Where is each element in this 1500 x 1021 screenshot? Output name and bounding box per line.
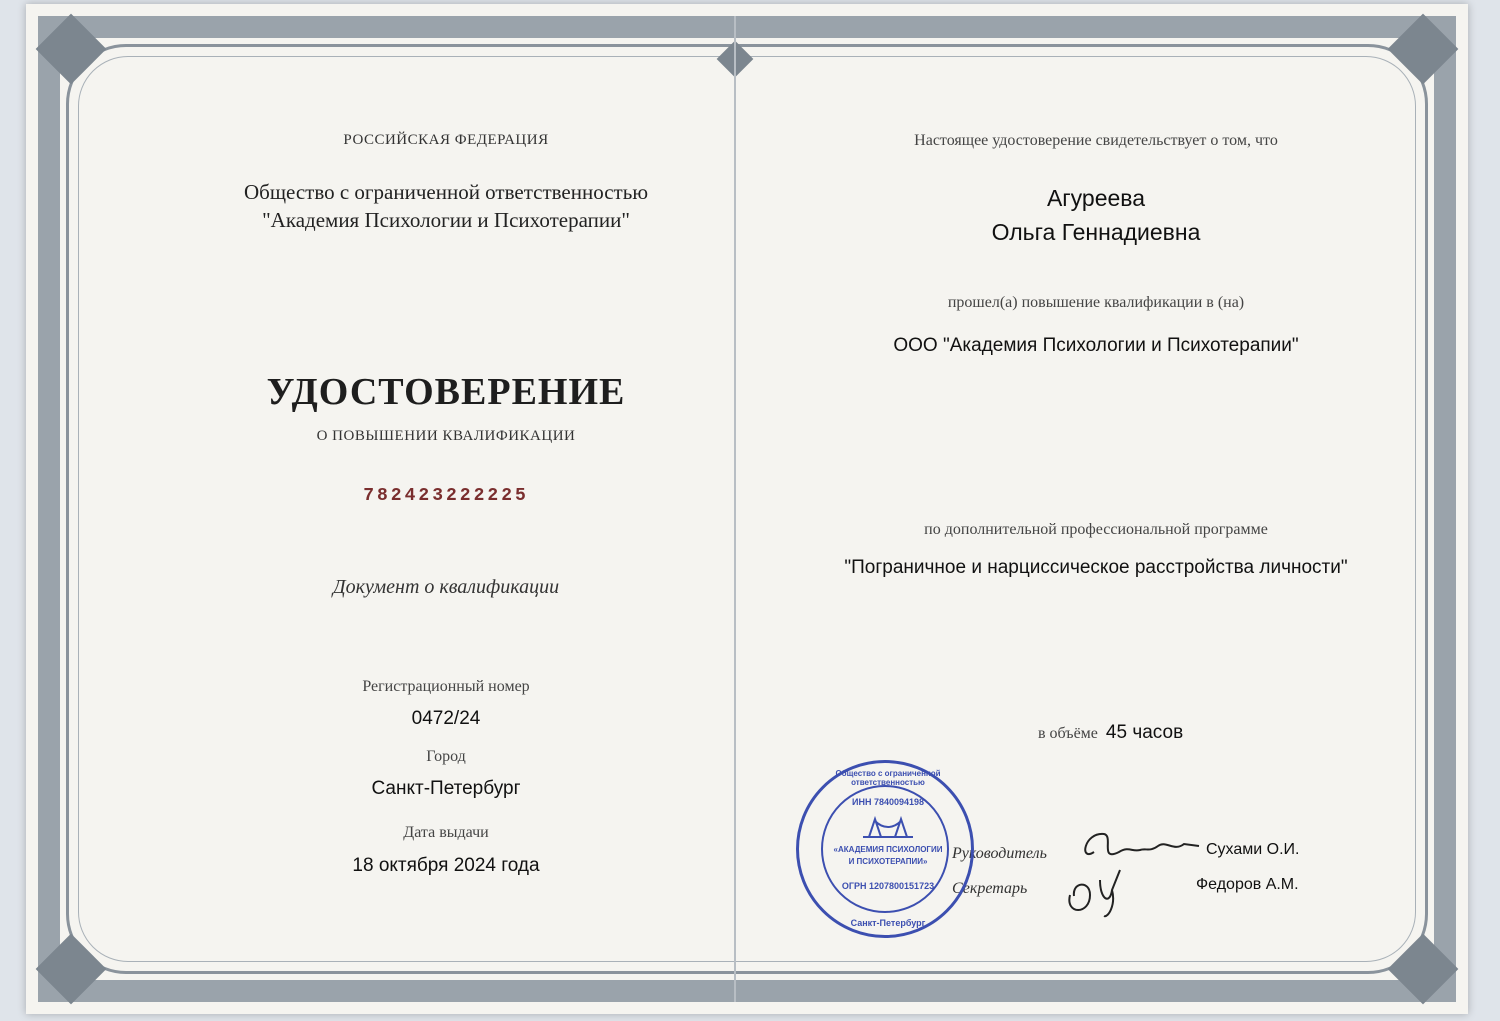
volume-label: в объёме [1038, 725, 1098, 742]
document-title: УДОСТОВЕРЕНИЕ [266, 371, 626, 413]
stamp-inn: ИНН 7840094198 [851, 797, 925, 807]
secretary-signature-icon [1060, 860, 1150, 920]
secretary-role-label: Секретарь [952, 880, 1028, 897]
program-label: по дополнительной профессиональной программе [924, 521, 1268, 538]
registration-number-value: 0472/24 [411, 708, 481, 729]
stamp-city: Санкт-Петербург [850, 918, 926, 928]
org-name-line1: Общество с ограниченной ответственностью [243, 180, 649, 204]
org-name-line2: "Академия Психологии и Психотерапии" [262, 208, 630, 232]
bridge-logo-icon [861, 815, 915, 841]
certificate-sheet [26, 4, 1468, 1014]
training-organization: ООО "Академия Психологии и Психотерапии" [893, 335, 1299, 356]
stamp-ogrn: ОГРН 1207800151723 [841, 881, 935, 891]
stamp-ring-text: Общество с ограниченной ответственностью [835, 769, 941, 787]
passed-training-label: прошел(а) повышение квалификации в (на) [947, 294, 1245, 311]
volume-value: 45 часов [1105, 722, 1184, 743]
stamp-center-line2: И ПСИХОТЕРАПИИ» [848, 857, 928, 866]
holder-surname: Агуреева [1046, 185, 1146, 211]
volume-row [1038, 722, 1183, 744]
country-label: РОССИЙСКАЯ ФЕДЕРАЦИЯ [343, 132, 549, 148]
city-value: Санкт-Петербург [371, 778, 521, 799]
certificate-intro: Настоящее удостоверение свидетельствует о том, что [914, 132, 1278, 149]
registration-number-label: Регистрационный номер [362, 678, 530, 695]
program-title: "Пограничное и нарциссическое расстройства личности" [844, 557, 1348, 578]
head-role-label: Руководитель [952, 845, 1047, 862]
issue-date-value: 18 октября 2024 года [352, 855, 540, 876]
holder-name: Ольга Геннадиевна [991, 219, 1201, 245]
secretary-name: Федоров А.М. [1196, 876, 1299, 893]
issue-date-label: Дата выдачи [403, 824, 489, 841]
head-name: Сухами О.И. [1206, 841, 1300, 858]
stamp-center-line1: «АКАДЕМИЯ ПСИХОЛОГИИ [833, 845, 943, 854]
document-subtitle: О ПОВЫШЕНИИ КВАЛИФИКАЦИИ [316, 428, 576, 444]
document-number: 782423222225 [363, 486, 529, 506]
city-label: Город [426, 748, 466, 765]
document-type: Документ о квалификации [332, 576, 560, 598]
organization-stamp [796, 760, 974, 938]
